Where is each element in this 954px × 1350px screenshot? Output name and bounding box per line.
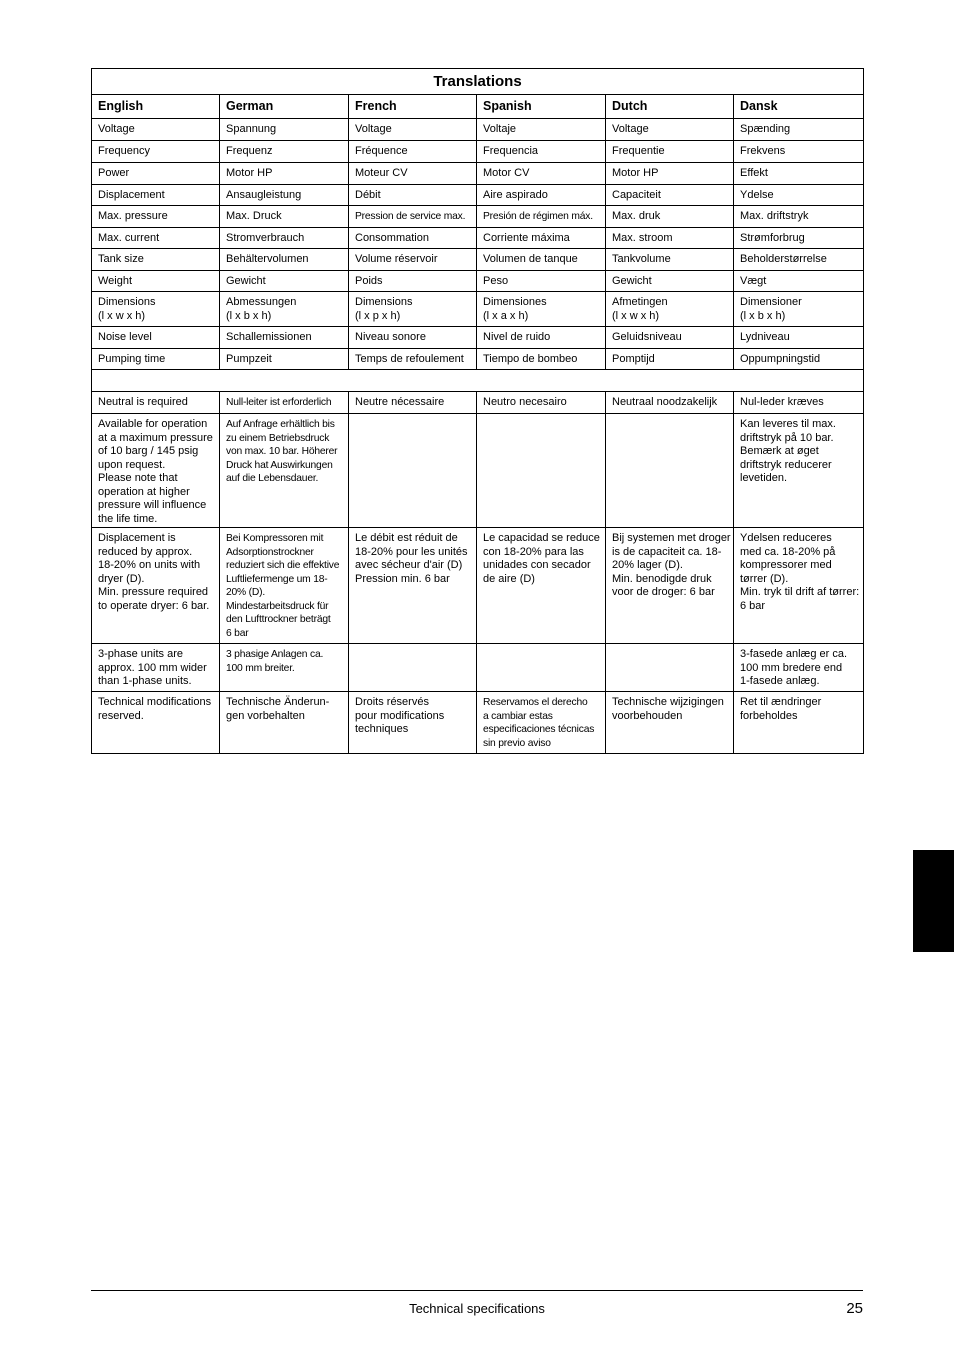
table-cell: Available for operation at a maximum pressure of 10 barg / 145 psig upon request. Please note that operation at higher pressure will influence the life time.: [92, 414, 220, 528]
table-cell: Strømforbrug: [734, 228, 864, 249]
table-cell: Niveau sonore: [349, 327, 477, 349]
term-row: [92, 185, 864, 206]
footer-title: Technical specifications: [409, 1301, 545, 1316]
table-cell: Displacement is reduced by approx. 18-20% on units with dryer (D). Min. pressure required to operate dryer: 6 bar.: [92, 528, 220, 644]
table-cell: Max. driftstryk: [734, 206, 864, 228]
table-cell: Débit: [349, 185, 477, 206]
table-cell: Neutre nécessaire: [349, 392, 477, 414]
table-cell: Ansaugleistung: [220, 185, 349, 206]
empty-cell: [92, 370, 864, 392]
table-cell: Poids: [349, 271, 477, 292]
table-cell: 3-phase units are approx. 100 mm wider than 1-phase units.: [92, 644, 220, 692]
table-cell: Volumen de tanque: [477, 249, 606, 271]
table-cell: Peso: [477, 271, 606, 292]
table-cell: Capaciteit: [606, 185, 734, 206]
table-cell: Weight: [92, 271, 220, 292]
table-cell: Oppumpningstid: [734, 349, 864, 370]
table-cell: Pomptijd: [606, 349, 734, 370]
table-cell: Power: [92, 163, 220, 185]
table-cell: Dimensions (l x p x h): [349, 292, 477, 327]
table-cell: [606, 414, 734, 528]
table-cell: Schallemissionen: [220, 327, 349, 349]
table-cell: Pumping time: [92, 349, 220, 370]
table-cell: Vægt: [734, 271, 864, 292]
table-cell: Motor CV: [477, 163, 606, 185]
language-header: French: [349, 95, 477, 119]
table-cell: Abmessungen (l x b x h): [220, 292, 349, 327]
table-cell: Neutraal noodzakelijk: [606, 392, 734, 414]
table-cell: Pression de service max.: [349, 206, 477, 228]
table-cell: Le débit est réduit de 18-20% pour les unités avec sécheur d'air (D) Pression min. 6 bar: [349, 528, 477, 644]
table-cell: Dimensiones (l x a x h): [477, 292, 606, 327]
term-row: [92, 292, 864, 327]
section-tab-marker: [913, 850, 954, 952]
language-header-row: [92, 95, 864, 119]
table-cell: Ret til ændringer forbeholdes: [734, 692, 864, 754]
table-cell: Volume réservoir: [349, 249, 477, 271]
term-row: [92, 327, 864, 349]
table-cell: Noise level: [92, 327, 220, 349]
table-cell: Beholderstørrelse: [734, 249, 864, 271]
table-cell: Auf Anfrage erhältlich bis zu einem Betriebsdruck von max. 10 bar. Höherer Druck hat Auswirkungen auf die Lebensdauer.: [220, 414, 349, 528]
language-header: German: [220, 95, 349, 119]
table-cell: Ydelsen reduceres med ca. 18-20% på kompressorer med tørrer (D). Min. tryk til drift af tørrer: 6 bar: [734, 528, 864, 644]
table-cell: Presión de régimen máx.: [477, 206, 606, 228]
table-cell: Max. stroom: [606, 228, 734, 249]
note-row: [92, 644, 864, 692]
table-cell: 3-fasede anlæg er ca. 100 mm bredere end 1-fasede anlæg.: [734, 644, 864, 692]
table-cell: Voltage: [92, 119, 220, 141]
table-cell: Pumpzeit: [220, 349, 349, 370]
table-cell: 3 phasige Anlagen ca. 100 mm breiter.: [220, 644, 349, 692]
table-cell: Technische wijzigingen voorbehouden: [606, 692, 734, 754]
footer-rule: [91, 1290, 863, 1291]
table-cell: Behältervolumen: [220, 249, 349, 271]
table-cell: Max. druk: [606, 206, 734, 228]
table-cell: Frequency: [92, 141, 220, 163]
table-cell: [477, 644, 606, 692]
note-row: [92, 392, 864, 414]
table-cell: [349, 644, 477, 692]
language-header: Dutch: [606, 95, 734, 119]
table-cell: Max. pressure: [92, 206, 220, 228]
table-cell: Technical modifications reserved.: [92, 692, 220, 754]
table-cell: Ydelse: [734, 185, 864, 206]
term-row: [92, 271, 864, 292]
translations-table: [91, 68, 864, 754]
translations-body: [92, 119, 864, 754]
table-cell: Null-leiter ist erforderlich: [220, 392, 349, 414]
table-cell: Motor HP: [606, 163, 734, 185]
separator-row: [92, 370, 864, 392]
term-row: [92, 249, 864, 271]
table-cell: Le capacidad se reduce con 18-20% para las unidades con secador de aire (D): [477, 528, 606, 644]
term-row: [92, 141, 864, 163]
table-cell: Max. current: [92, 228, 220, 249]
table-cell: Spannung: [220, 119, 349, 141]
table-cell: Neutro necesairo: [477, 392, 606, 414]
language-header: Dansk: [734, 95, 864, 119]
table-cell: Nivel de ruido: [477, 327, 606, 349]
table-cell: Voltage: [606, 119, 734, 141]
table-cell: Reservamos el derecho a cambiar estas especificaciones técnicas sin previo aviso: [477, 692, 606, 754]
term-row: [92, 119, 864, 141]
table-cell: Stromverbrauch: [220, 228, 349, 249]
table-cell: Geluidsniveau: [606, 327, 734, 349]
table-cell: [477, 414, 606, 528]
table-cell: Displacement: [92, 185, 220, 206]
term-row: [92, 228, 864, 249]
table-cell: Fréquence: [349, 141, 477, 163]
term-row: [92, 349, 864, 370]
table-cell: Dimensioner (l x b x h): [734, 292, 864, 327]
table-cell: Consommation: [349, 228, 477, 249]
table-cell: Frequencia: [477, 141, 606, 163]
table-cell: Temps de refoulement: [349, 349, 477, 370]
page-number: 25: [846, 1300, 863, 1317]
table-cell: Voltaje: [477, 119, 606, 141]
language-header: English: [92, 95, 220, 119]
note-row: [92, 528, 864, 644]
table-cell: Voltage: [349, 119, 477, 141]
table-cell: Max. Druck: [220, 206, 349, 228]
table-cell: Droits réservés pour modifications techniques: [349, 692, 477, 754]
note-row: [92, 414, 864, 528]
table-cell: Neutral is required: [92, 392, 220, 414]
note-row: [92, 692, 864, 754]
language-header: Spanish: [477, 95, 606, 119]
table-cell: Tiempo de bombeo: [477, 349, 606, 370]
table-cell: [349, 414, 477, 528]
table-cell: Gewicht: [606, 271, 734, 292]
term-row: [92, 206, 864, 228]
table-cell: Lydniveau: [734, 327, 864, 349]
table-cell: Tankvolume: [606, 249, 734, 271]
table-cell: Frequenz: [220, 141, 349, 163]
table-cell: Frequentie: [606, 141, 734, 163]
table-cell: Bij systemen met droger is de capaciteit ca. 18- 20% lager (D). Min. benodigde druk voor de droger: 6 bar: [606, 528, 734, 644]
table-cell: Technische Änderun- gen vorbehalten: [220, 692, 349, 754]
table-cell: Afmetingen (l x w x h): [606, 292, 734, 327]
table-title: Translations: [92, 69, 864, 95]
table-cell: Effekt: [734, 163, 864, 185]
table-cell: Gewicht: [220, 271, 349, 292]
table-cell: Dimensions (l x w x h): [92, 292, 220, 327]
table-cell: Spænding: [734, 119, 864, 141]
table-cell: Tank size: [92, 249, 220, 271]
table-cell: Kan leveres til max. driftstryk på 10 bar. Bemærk at øget driftstryk reducerer levetiden.: [734, 414, 864, 528]
table-cell: Moteur CV: [349, 163, 477, 185]
table-cell: Corriente máxima: [477, 228, 606, 249]
table-cell: Nul-leder kræves: [734, 392, 864, 414]
table-cell: Frekvens: [734, 141, 864, 163]
table-cell: Aire aspirado: [477, 185, 606, 206]
term-row: [92, 163, 864, 185]
table-cell: [606, 644, 734, 692]
table-cell: Motor HP: [220, 163, 349, 185]
table-cell: Bei Kompressoren mit Adsorptionstrockner reduziert sich die effektive Luftliefermenge um 18- 20% (D). Mindestarbeitsdruck für den Lufttrockner beträgt 6 bar: [220, 528, 349, 644]
